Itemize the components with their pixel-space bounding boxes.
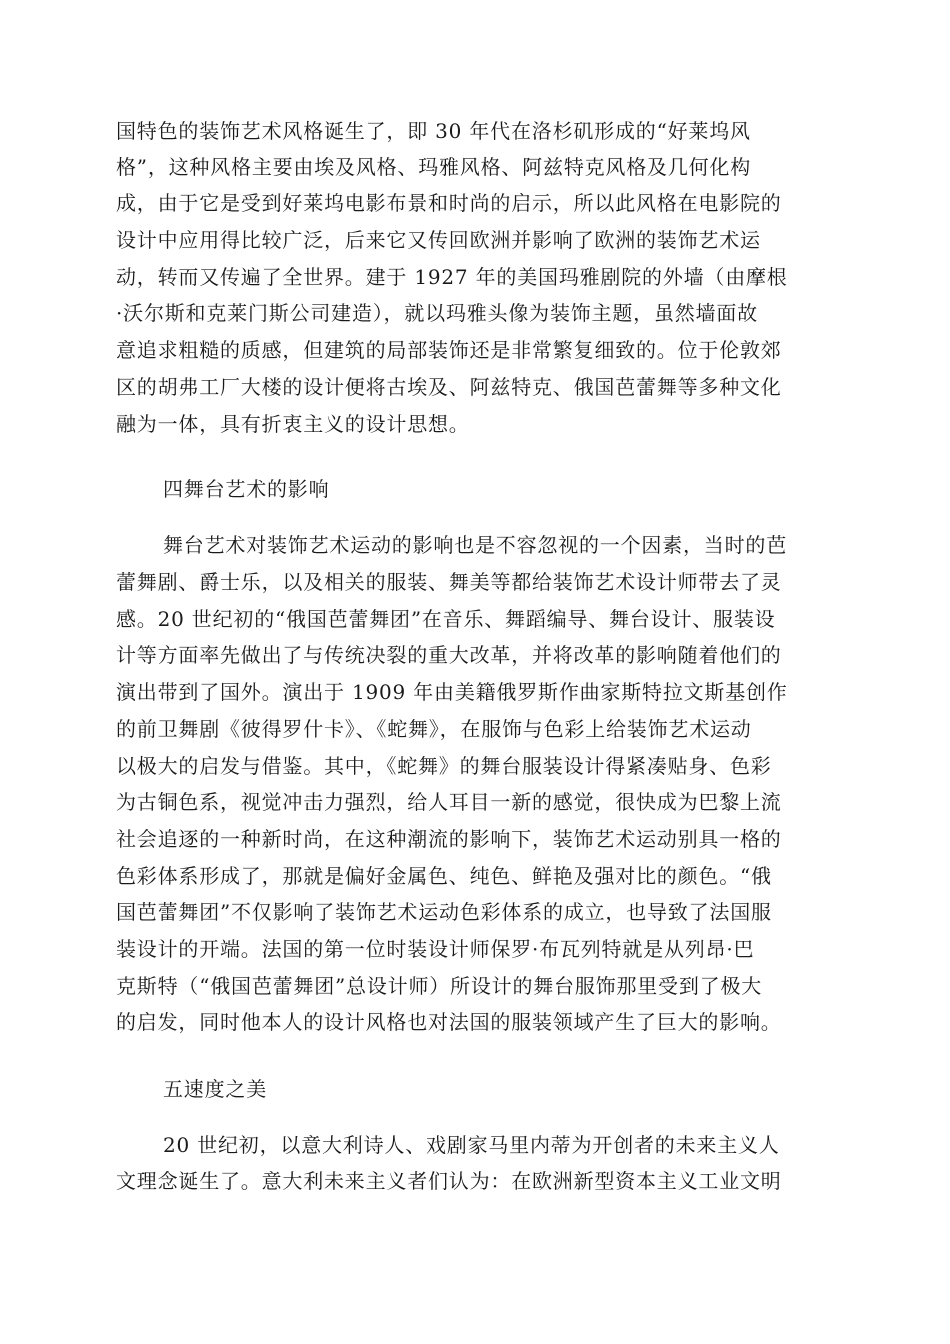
- paragraph-line: 社会追逐的一种新时尚，在这种潮流的影响下，装饰艺术运动别具一格的: [116, 827, 782, 851]
- paragraph-line: 感。20 世纪初的“俄国芭蕾舞团”在音乐、舞蹈编导、舞台设计、服装设: [116, 607, 776, 631]
- paragraph-line: 国特色的装饰艺术风格诞生了，即 30 年代在洛杉矶形成的“好莱坞风: [116, 119, 751, 143]
- paragraph-line: 舞台艺术对装饰艺术运动的影响也是不容忽视的一个因素，当时的芭: [163, 533, 787, 557]
- section-heading: 四舞台艺术的影响: [163, 477, 330, 501]
- paragraph-line: 的前卫舞剧《彼得罗什卡》、《蛇舞》，在服饰与色彩上给装饰艺术运动: [116, 717, 752, 741]
- paragraph-line: 动，转而又传遍了全世界。建于 1927 年的美国玛雅剧院的外墙（由摩根: [116, 265, 788, 289]
- paragraph-line: 意追求粗糙的质感，但建筑的局部装饰还是非常繁复细致的。位于伦敦郊: [116, 338, 782, 362]
- paragraph-line: 成，由于它是受到好莱坞电影布景和时尚的启示，所以此风格在电影院的: [116, 191, 782, 215]
- paragraph-line: 设计中应用得比较广泛，后来它又传回欧洲并影响了欧洲的装饰艺术运: [116, 228, 761, 252]
- paragraph-line: 格”，这种风格主要由埃及风格、玛雅风格、阿兹特克风格及几何化构: [116, 155, 752, 179]
- paragraph-line: 蕾舞剧、爵士乐，以及相关的服装、舞美等都给装饰艺术设计师带去了灵: [116, 570, 782, 594]
- paragraph-line: 文理念诞生了。意大利未来主义者们认为：在欧洲新型资本主义工业文明: [116, 1169, 782, 1193]
- paragraph-line: ·沃尔斯和克莱门斯公司建造），就以玛雅头像为装饰主题，虽然墙面故: [116, 301, 758, 325]
- paragraph-line: 以极大的启发与借鉴。其中，《蛇舞》的舞台服装设计得紧凑贴身、色彩: [116, 754, 772, 778]
- section-heading: 五速度之美: [163, 1077, 267, 1101]
- paragraph-line: 的启发，同时他本人的设计风格也对法国的服装领域产生了巨大的影响。: [116, 1010, 782, 1034]
- paragraph-line: 为古铜色系，视觉冲击力强烈，给人耳目一新的感觉，很快成为巴黎上流: [116, 790, 782, 814]
- paragraph-line: 国芭蕾舞团”不仅影响了装饰艺术运动色彩体系的成立，也导致了法国服: [116, 900, 772, 924]
- paragraph-line: 区的胡弗工厂大楼的设计便将古埃及、阿兹特克、俄国芭蕾舞等多种文化: [116, 375, 782, 399]
- paragraph-line: 演出带到了国外。演出于 1909 年由美籍俄罗斯作曲家斯特拉文斯基创作: [116, 680, 788, 704]
- paragraph-line: 色彩体系形成了，那就是偏好金属色、纯色、鲜艳及强对比的颜色。“俄: [116, 864, 772, 888]
- paragraph-line: 装设计的开端。法国的第一位时装设计师保罗·布瓦列特就是从列昂·巴: [116, 937, 755, 961]
- paragraph-line: 克斯特（“俄国芭蕾舞团”总设计师）所设计的舞台服饰那里受到了极大: [116, 974, 763, 998]
- paragraph-line: 融为一体，具有折衷主义的设计思想。: [116, 412, 470, 436]
- paragraph-line: 计等方面率先做出了与传统决裂的重大改革，并将改革的影响随着他们的: [116, 643, 782, 667]
- paragraph-line: 20 世纪初，以意大利诗人、戏剧家马里内蒂为开创者的未来主义人: [163, 1133, 780, 1157]
